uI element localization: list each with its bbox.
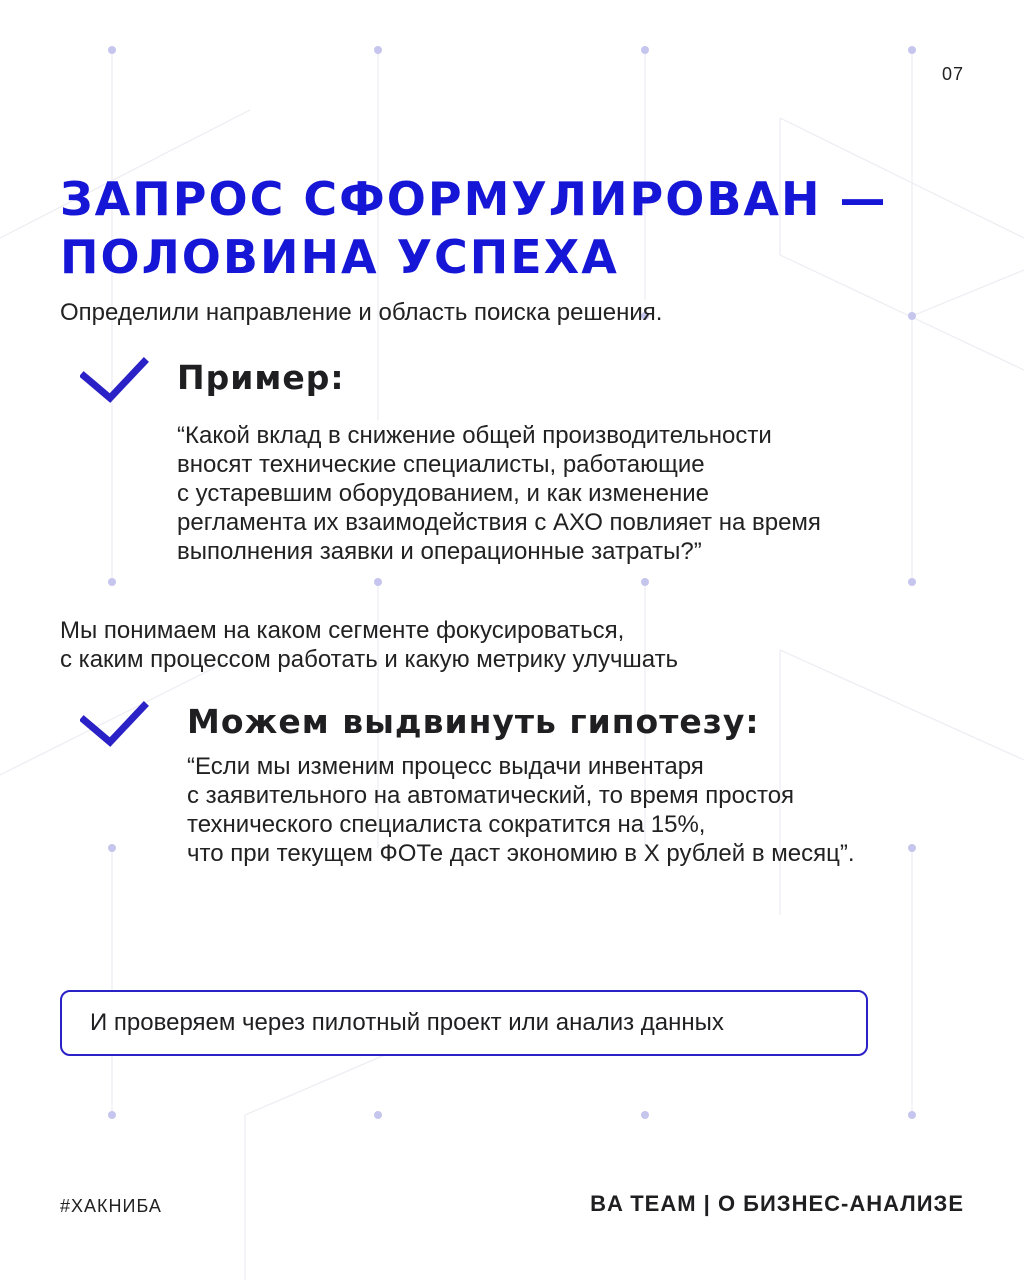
checkmark-icon xyxy=(80,356,150,406)
hypothesis-quote-line: “Если мы изменим процесс выдачи инвентаря xyxy=(187,753,704,780)
example-quote-line: вносят технические специалисты, работающие xyxy=(177,451,705,478)
hypothesis-quote-line: что при текущем ФОТе даст экономию в Х рублей в месяц”. xyxy=(187,840,855,867)
example-quote-line: с устаревшим оборудованием, и как изменение xyxy=(177,480,709,507)
hypothesis-quote-line: с заявительного на автоматический, то время простоя xyxy=(187,782,795,809)
callout-box xyxy=(60,990,868,1056)
page-title-line: ПОЛОВИНА УСПЕХА xyxy=(60,230,619,284)
example-quote-line: выполнения заявки и операционные затраты?” xyxy=(177,538,702,565)
example-heading: Пример: xyxy=(177,358,345,397)
focus-text xyxy=(60,616,678,674)
example-quote-line: регламента их взаимодействия с АХО повлияет на время xyxy=(177,509,821,536)
page-title-line: ЗАПРОС СФОРМУЛИРОВАН — xyxy=(60,172,888,226)
callout-text: И проверяем через пилотный проект или анализ данных xyxy=(90,1009,724,1036)
focus-text-line: Мы понимаем на каком сегменте фокусироваться, xyxy=(60,617,625,644)
page-number: 07 xyxy=(941,64,964,84)
hypothesis-heading: Можем выдвинуть гипотезу: xyxy=(187,702,760,741)
focus-text-line: с каким процессом работать и какую метрику улучшать xyxy=(60,646,679,673)
intro-text: Определили направление и область поиска решения. xyxy=(60,299,663,326)
example-quote xyxy=(177,421,821,566)
checkmark-icon xyxy=(80,700,150,750)
hypothesis-quote-line: технического специалиста сократится на 15%, xyxy=(187,811,706,838)
example-quote-line: “Какой вклад в снижение общей производительности xyxy=(177,422,772,449)
footer-brand: BA TEAM | О БИЗНЕС-АНАЛИЗЕ xyxy=(590,1191,964,1216)
hypothesis-quote xyxy=(187,752,855,868)
footer-hashtag: #ХАКНИБА xyxy=(60,1196,162,1216)
page-title xyxy=(60,170,980,286)
